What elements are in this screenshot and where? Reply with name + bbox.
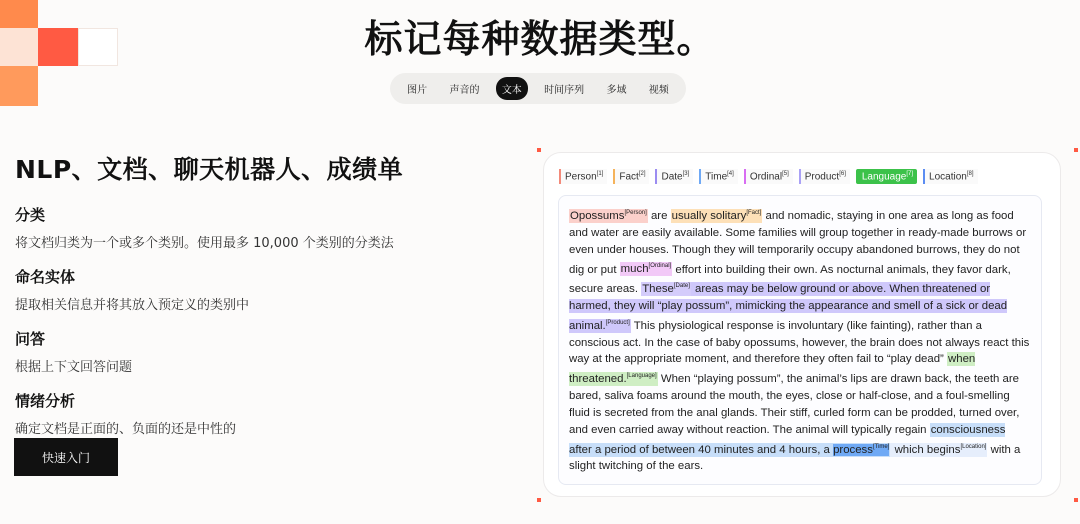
entity-date[interactable] [641, 282, 691, 296]
entity-tag: [Person] [624, 210, 647, 216]
entity-tag: [Product] [605, 319, 630, 326]
label-name: Time [705, 171, 728, 183]
feature-section [15, 150, 485, 452]
decor-square [0, 66, 38, 106]
label-key: [3] [682, 171, 690, 177]
label-name: Date [661, 171, 683, 183]
entity-text: much [620, 263, 649, 276]
label-bar [559, 169, 978, 184]
label-key: [5] [782, 171, 789, 177]
tab-time-series[interactable]: 时间序列 [544, 85, 585, 96]
label-key: [7] [906, 171, 914, 177]
entity-text: usually solitary [671, 209, 747, 222]
plain-text: and nomadic, staying in one area as long as food and water are easily available. Some families will group together in ready-made burrows or even under houses. Though they will temporarily occupy abandoned burrows, they do not dig or put [569, 209, 1027, 276]
label-ordinal[interactable] [744, 169, 793, 184]
tab-multi-domain[interactable]: 多域 [606, 85, 627, 96]
section-heading: NLP、文档、聊天机器人、成绩单 [15, 155, 404, 184]
tab-video[interactable]: 视频 [648, 85, 669, 96]
entity-text: Opossums [570, 209, 625, 222]
tab-audio[interactable]: 声音的 [449, 85, 480, 96]
label-fact[interactable] [613, 169, 649, 184]
entity-tag: [Ordinal] [648, 263, 672, 270]
feature-desc: 将文档归类为一个或多个类别。使用最多 10,000 个类别的分类法 [15, 236, 394, 251]
label-key: [1] [596, 171, 604, 177]
entity-text: areas may be below ground or above. When threatened or harmed, they will “play possum”, mimicking the appearance and smell of a sick or dead animal. [569, 283, 1008, 332]
quick-start-button[interactable]: 快速入门 [14, 438, 118, 476]
entity-tag: [Language] [626, 373, 657, 380]
label-product[interactable] [799, 169, 850, 184]
feature-desc: 根据上下文回答问题 [15, 360, 133, 375]
label-time[interactable] [699, 169, 738, 184]
page-title: 标记每种数据类型。 [364, 17, 716, 61]
entity-location[interactable] [890, 443, 987, 457]
plain-text: When “playing possum”, the animal’s lips are drawn back, the teeth are bared, saliva foams around the mouth, the eyes, close or half-close, and a foul-smelling fluid is secreted from the anal glands. Their stiff, curled form can be prodded, turned over, and even carried away without reaction. The animal will typically regain [569, 373, 1020, 436]
label-name: Language [861, 171, 907, 183]
entity-text: process [833, 443, 873, 456]
label-key: [2] [638, 171, 646, 177]
plain-text: with a slight twitching of the ears. [569, 443, 1021, 473]
entity-person[interactable] [569, 209, 648, 223]
feature-desc: 提取相关信息并将其放入预定义的类别中 [15, 298, 250, 313]
label-key: [4] [727, 171, 734, 177]
label-date[interactable] [655, 169, 693, 184]
plain-text: are [647, 209, 671, 222]
label-key: [8] [966, 171, 974, 177]
entity-time-core [833, 444, 889, 456]
label-location[interactable] [923, 169, 977, 184]
label-language[interactable] [856, 169, 917, 184]
frame-corner [537, 498, 541, 502]
frame-corner [537, 148, 541, 152]
feature-title: 命名实体 [15, 268, 76, 286]
label-name: Product [804, 171, 840, 183]
label-person[interactable] [559, 169, 607, 184]
entity-fact[interactable] [671, 209, 763, 223]
data-type-tabs [390, 73, 686, 104]
entity-ordinal[interactable] [620, 262, 673, 276]
plain-text: effort into building their own. As nocturnal animals, they favor dark, secure areas. [569, 263, 1011, 296]
entity-tag: [Fact] [746, 210, 762, 216]
frame-corner [1074, 148, 1078, 152]
entity-tag: [Date] [673, 283, 690, 290]
tab-text[interactable]: 文本 [496, 77, 528, 100]
entity-text: consciousness after a period of between 40 minutes and 4 hours, a [569, 423, 1006, 456]
label-key: [6] [839, 171, 846, 177]
label-name: Location [929, 171, 967, 183]
label-name: Ordinal [749, 171, 783, 183]
frame-corner [1074, 498, 1078, 502]
label-name: Fact [619, 171, 639, 183]
entity-tag: [Location] [960, 443, 987, 450]
entity-text: which begins [891, 443, 961, 456]
plain-text: This physiological response is involuntary (like fainting), rather than a conscious act. In the case of baby opossums, however, the brain does not always react this way at the appropriate moment, and therefore they often fail to “play dead” [569, 319, 1030, 366]
tab-image[interactable]: 图片 [407, 85, 428, 96]
entity-text: These [642, 283, 674, 296]
annotated-text[interactable] [558, 195, 1042, 485]
feature-title: 情绪分析 [15, 392, 76, 410]
feature-title: 分类 [15, 206, 46, 224]
feature-desc: 确定文档是正面的、负面的还是中性的 [15, 422, 237, 437]
entity-tag: [Time] [872, 443, 890, 450]
label-name: Person [565, 171, 597, 183]
entity-text: when threatened. [569, 353, 976, 386]
feature-title: 问答 [15, 330, 46, 348]
